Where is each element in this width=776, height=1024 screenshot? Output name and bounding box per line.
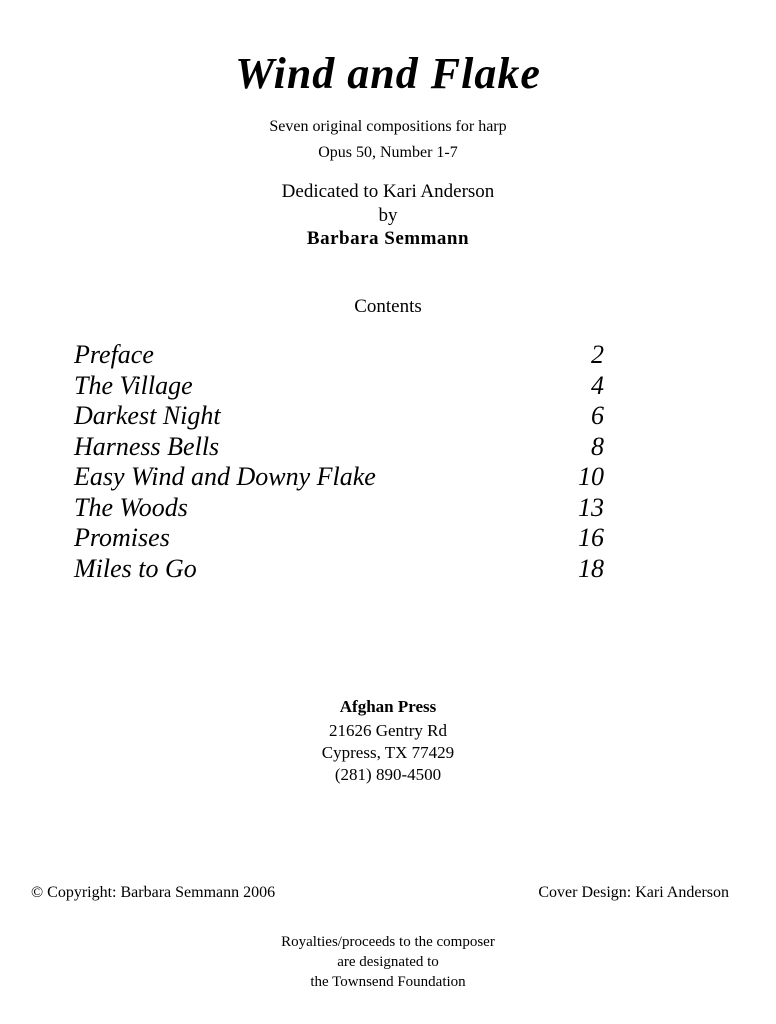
copyright-notice: © Copyright: Barbara Semmann 2006: [31, 884, 276, 901]
toc-item: [74, 493, 604, 524]
publisher-street: 21626 Gentry Rd: [328, 721, 448, 740]
toc-item: [74, 554, 604, 585]
dedication: Dedicated to Kari Anderson: [281, 181, 495, 202]
document-title: Wind and Flake: [235, 49, 541, 98]
toc-item: [74, 523, 604, 554]
publisher-phone: (281) 890-4500: [334, 765, 442, 784]
toc-item-title: Easy Wind and Downy Flake: [74, 462, 376, 491]
toc-item-title: Darkest Night: [74, 401, 221, 430]
toc-item-page: 18: [578, 553, 604, 583]
toc-item-page: 2: [591, 340, 604, 369]
toc-item-title: Miles to Go: [74, 553, 197, 583]
toc-item-title: Harness Bells: [74, 431, 220, 461]
royalties-note-line: the Townsend Foundation: [310, 974, 466, 990]
publisher-city: Cypress, TX 77429: [321, 743, 455, 762]
toc-item-page: 13: [578, 492, 604, 522]
by-line: by: [378, 205, 398, 226]
document-subtitle: Seven original compositions for harp: [269, 118, 507, 135]
table-of-contents: [74, 340, 604, 584]
toc-item: [74, 340, 604, 371]
cover-design-credit: Cover Design: Kari Anderson: [538, 884, 729, 901]
publisher-name: Afghan Press: [339, 697, 437, 716]
toc-item: [74, 432, 604, 463]
toc-item: [74, 462, 604, 493]
composer-name: Barbara Semmann: [306, 228, 470, 249]
toc-item: [74, 401, 604, 432]
royalties-note-line: are designated to: [337, 954, 439, 970]
toc-item-title: The Woods: [74, 492, 188, 522]
toc-item-page: 8: [591, 431, 604, 461]
royalties-note-line: Royalties/proceeds to the composer: [281, 934, 495, 950]
toc-item-page: 10: [578, 462, 604, 491]
toc-item-page: 4: [591, 370, 604, 400]
toc-item-page: 16: [578, 523, 604, 552]
toc-item-title: The Village: [74, 370, 193, 400]
toc-item-title: Promises: [74, 523, 170, 552]
opus-number: Opus 50, Number 1-7: [318, 144, 458, 161]
toc-item-page: 6: [591, 401, 604, 430]
toc-item: [74, 371, 604, 402]
contents-heading: Contents: [354, 296, 422, 317]
toc-item-title: Preface: [74, 340, 154, 369]
